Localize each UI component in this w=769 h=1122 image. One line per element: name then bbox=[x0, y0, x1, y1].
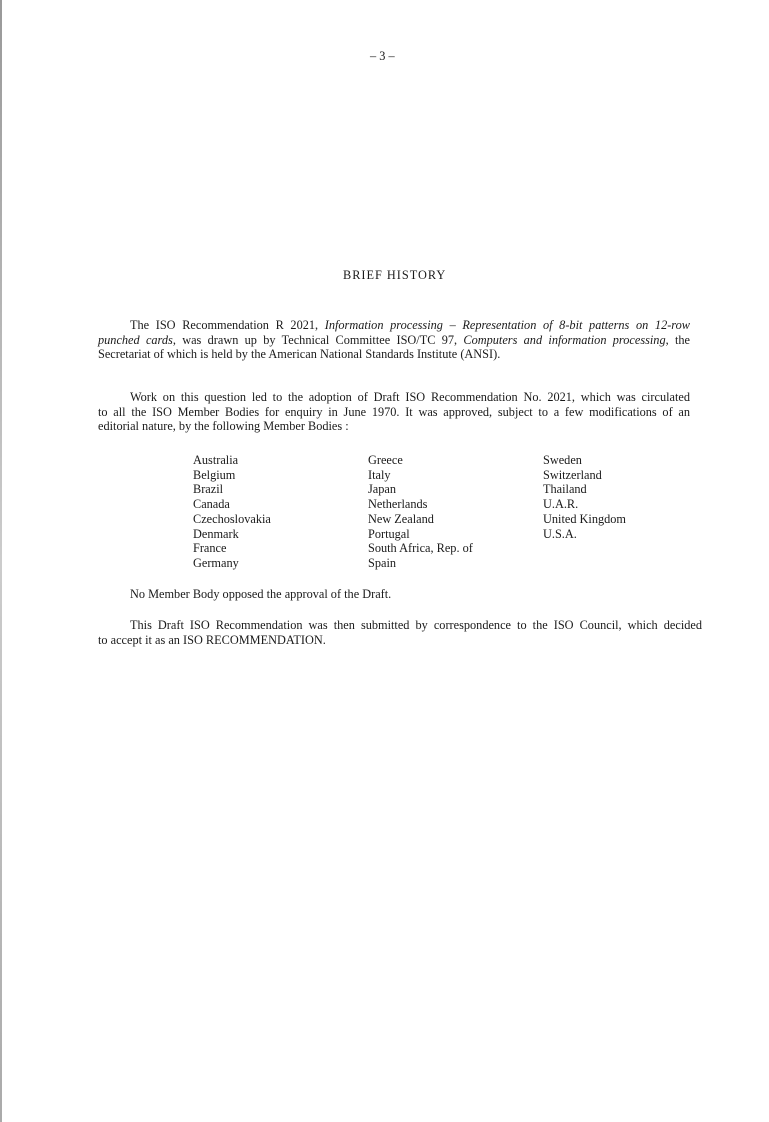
text: , the bbox=[665, 333, 691, 347]
page-title: BRIEF HISTORY bbox=[343, 268, 447, 282]
member-body: Germany bbox=[193, 555, 239, 570]
text-line: This Draft ISO Recommendation was then submitted by correspondence to the ISO Council, which decided bbox=[130, 618, 702, 632]
member-body: U.A.R. bbox=[543, 497, 579, 512]
italic-title: Information processing – Representation of 8-bit patterns on 12-row bbox=[324, 318, 690, 332]
member-body: France bbox=[193, 541, 227, 556]
member-body: Italy bbox=[368, 467, 391, 482]
member-column-3 bbox=[543, 453, 626, 541]
member-body: Australia bbox=[193, 453, 239, 467]
paragraph-no-opposition: No Member Body opposed the approval of the Draft. bbox=[130, 587, 392, 601]
member-body: South Africa, Rep. of bbox=[368, 541, 473, 556]
member-body: Switzerland bbox=[543, 467, 602, 482]
member-body: Thailand bbox=[543, 482, 587, 497]
text-line bbox=[130, 318, 690, 332]
text-line: Secretariat of which is held by the American National Standards Institute (ANSI). bbox=[98, 347, 501, 361]
member-body: Canada bbox=[193, 497, 230, 512]
member-body: Portugal bbox=[368, 526, 410, 541]
member-body: Denmark bbox=[193, 526, 239, 541]
member-body: Sweden bbox=[543, 453, 582, 467]
member-body: United Kingdom bbox=[543, 511, 626, 526]
text-line: to accept it as an ISO RECOMMENDATION. bbox=[98, 633, 326, 647]
member-body: Czechoslovakia bbox=[193, 511, 271, 526]
member-body: Belgium bbox=[193, 467, 236, 482]
member-body: Netherlands bbox=[368, 497, 428, 512]
text-line: Work on this question led to the adoption of Draft ISO Recommendation No. 2021, which was circulated bbox=[130, 390, 690, 404]
member-body: Japan bbox=[368, 482, 396, 497]
page-number: – 3 – bbox=[370, 49, 395, 63]
member-body: U.S.A. bbox=[543, 526, 577, 541]
member-column-2 bbox=[368, 453, 473, 571]
italic-committee: Computers and information processing bbox=[463, 333, 666, 347]
text: , was drawn up by Technical Committee ISO/TC 97, bbox=[172, 333, 464, 347]
member-body: Spain bbox=[368, 555, 397, 570]
italic-title: punched cards bbox=[98, 333, 173, 347]
member-body: Brazil bbox=[193, 482, 224, 497]
text-line bbox=[98, 333, 690, 347]
member-body: New Zealand bbox=[368, 511, 434, 526]
scan-edge bbox=[0, 0, 2, 1122]
member-column-1 bbox=[193, 453, 271, 571]
text-line: editorial nature, by the following Member Bodies : bbox=[98, 419, 349, 433]
text-line: to all the ISO Member Bodies for enquiry in June 1970. It was approved, subject to a few modifications of an bbox=[98, 405, 690, 419]
text: The ISO Recommendation R 2021, bbox=[130, 318, 325, 332]
member-body: Greece bbox=[368, 453, 403, 467]
